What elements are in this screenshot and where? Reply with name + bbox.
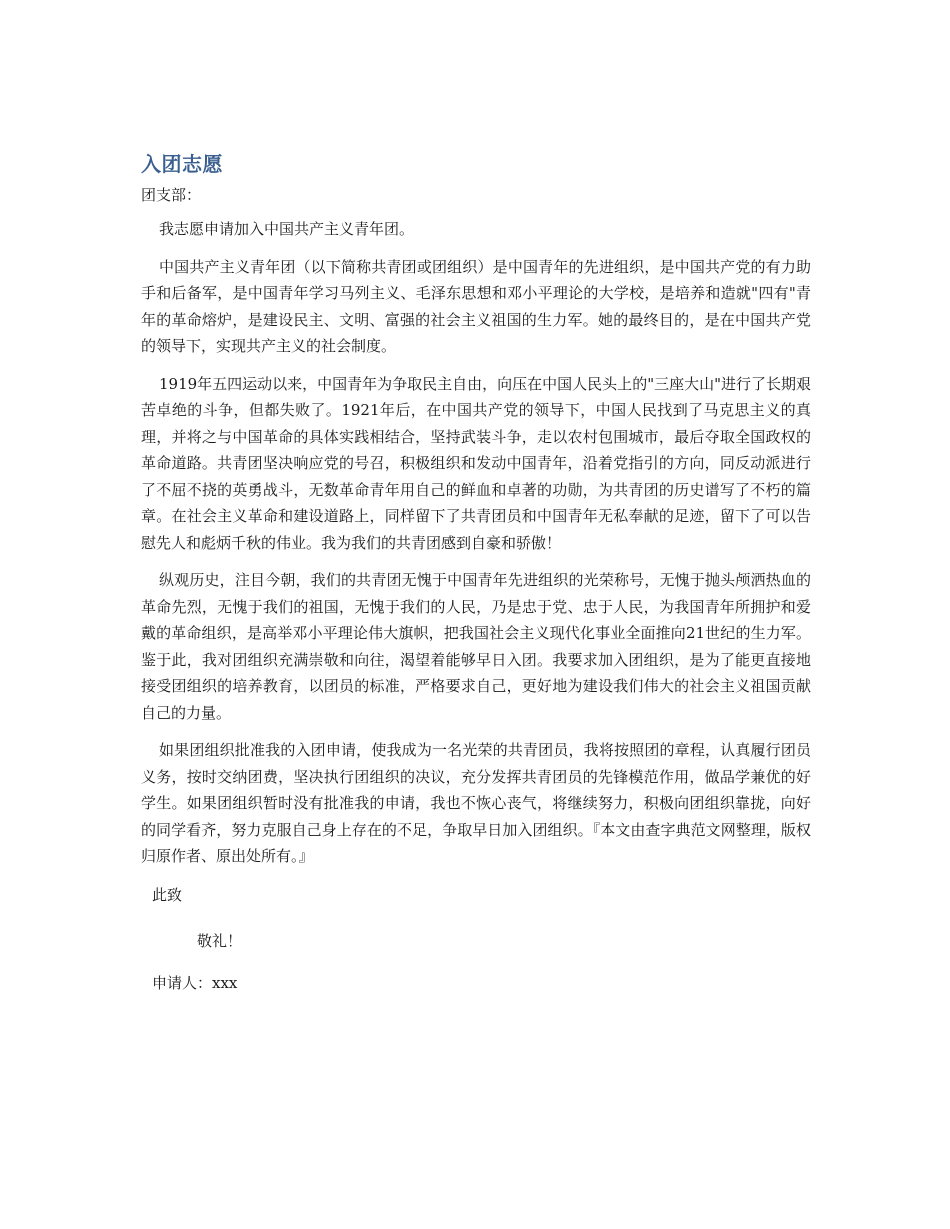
paragraph-history: 1919年五四运动以来，中国青年为争取民主自由，向压在中国人民头上的"三座大山"进行了长期艰苦卓绝的斗争，但都失败了。1921年后，在中国共产党的领导下，中国人民找到了马克思主义的真理，并将之与中国革命的具体实践相结合，坚持武装斗争，走以农村包围城市，最后夺取全国政权的革命道路。共青团坚决响应党的号召，积极组织和发动中国青年，沿着党指引的方向，同反动派进行了不屈不挠的英勇战斗，无数革命青年用自己的鲜血和卓著的功勋，为共青团的历史谱写了不朽的篇章。在社会主义革命和建设道路上，同样留下了共青团员和中国青年无私奉献的足迹，留下了可以告慰先人和彪炳千秋的伟业。我为我们的共青团感到自豪和骄傲！	[141, 374, 811, 552]
document-page	[141, 150, 811, 996]
paragraph-commitment: 如果团组织批准我的入团申请，使我成为一名光荣的共青团员，我将按照团的章程，认真履行团员义务，按时交纳团费，坚决执行团组织的决议，充分发挥共青团员的先锋模范作用，做品学兼优的好学生。如果团组织暂时没有批准我的申请，我也不恢心丧气，将继续努力，积极向团组织靠拢，向好的同学看齐，努力克服自己身上存在的不足，争取早日加入团组织。『本文由查字典范文网整理，版权归原作者、原出处所有。』	[141, 741, 811, 865]
paragraph-about-league: 中国共产主义青年团（以下简称共青团或团组织）是中国青年的先进组织，是中国共产党的有力助手和后备军，是中国青年学习马列主义、毛泽东思想和邓小平理论的大学校，是培养和造就"四有"青年的革命熔炉，是建设民主、文明、富强的社会主义祖国的生力军。她的最终目的，是在中国共产党的领导下，实现共产主义的社会制度。	[141, 257, 811, 355]
paragraph-intent: 我志愿申请加入中国共产主义青年团。	[159, 220, 415, 238]
paragraph-motivation: 纵观历史，注目今朝，我们的共青团无愧于中国青年先进组织的光荣称号，无愧于抛头颅洒热血的革命先烈，无愧于我们的祖国，无愧于我们的人民，乃是忠于党、忠于人民，为我国青年所拥护和爱戴的革命组织，是高举邓小平理论伟大旗帜，把我国社会主义现代化事业全面推向21世纪的生力军。鉴于此，我对团组织充满崇敬和向往，渴望着能够早日入团。我要求加入团组织，是为了能更直接地接受团组织的培养教育，以团员的标准，严格要求自己，更好地为建设我们伟大的社会主义祖国贡献自己的力量。	[141, 571, 811, 722]
applicant-signature: 申请人：xxx	[152, 973, 238, 992]
closing-jingli: 敬礼！	[197, 931, 243, 950]
closing-cizhi: 此致	[152, 885, 183, 904]
document-title: 入团志愿	[141, 152, 223, 176]
salutation: 团支部：	[141, 186, 202, 204]
